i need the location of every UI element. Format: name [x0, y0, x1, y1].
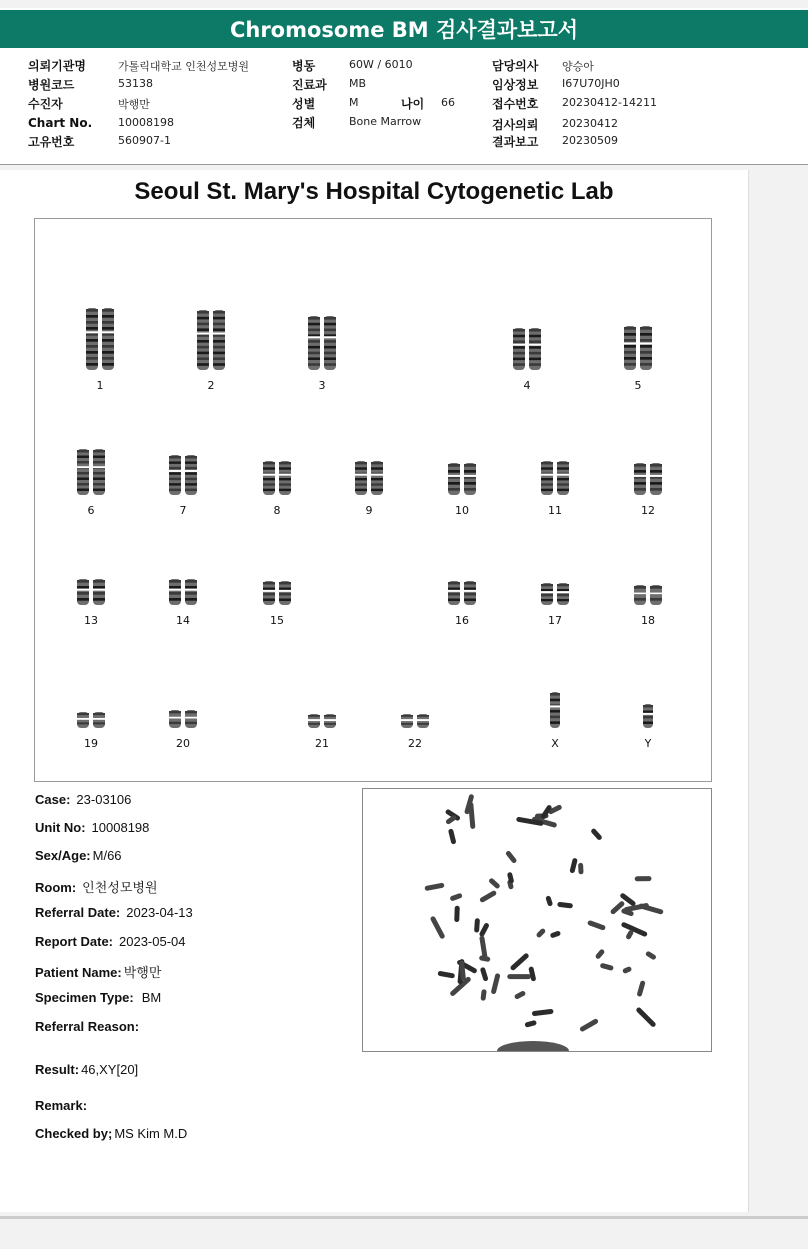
referral-date-label: Referral Date: [35, 905, 121, 920]
metaphase-chromosome [587, 920, 606, 931]
value-age: 66 [441, 96, 455, 109]
metaphase-chromosome [480, 989, 486, 1001]
chromosome-18 [631, 584, 665, 606]
report-title: Chromosome BM 검사결과보고서 [0, 8, 808, 50]
label-institution: 의뢰기관명 [28, 59, 86, 73]
checked-row [35, 1126, 187, 1141]
label-receipt-no: 접수번호 [492, 97, 539, 111]
chromosome-7 [166, 454, 200, 496]
chromosome-19 [74, 711, 108, 729]
specimen-row [35, 990, 161, 1005]
reason-label: Referral Reason: [35, 1019, 140, 1034]
chromosome-label: 14 [176, 614, 190, 627]
chromosome-pair-drawing [398, 713, 432, 729]
chromosome-label: 7 [179, 504, 187, 517]
report-date-label: Report Date: [35, 934, 114, 949]
sexage-row [35, 848, 122, 863]
label-department: 진료과 [292, 78, 327, 92]
metaphase-chromosome [448, 828, 457, 844]
remark-label: Remark: [35, 1098, 88, 1113]
metaphase-chromosome [454, 906, 460, 922]
chromosome-pair-drawing [538, 460, 572, 496]
result-label: Result: [35, 1062, 80, 1077]
metaphase-chromosome [636, 980, 645, 997]
chromosome-label: 9 [365, 504, 373, 517]
metaphase-chromosome [624, 903, 650, 913]
chromosome-8 [260, 460, 294, 496]
metaphase-chromosome [491, 973, 501, 995]
metaphase-chromosome [645, 950, 657, 960]
metaphase-chromosome [474, 918, 480, 933]
chromosome-label: 12 [641, 504, 655, 517]
unit-value: 10008198 [91, 820, 150, 835]
metaphase-chromosome [479, 922, 490, 937]
label-request-date: 검사의뢰 [492, 118, 539, 132]
chromosome-pair-drawing [621, 325, 655, 371]
chromosome-1 [83, 307, 117, 371]
value-clinical-info: I67U70JH0 [562, 77, 620, 90]
chromosome-22 [398, 713, 432, 729]
value-request-date: 20230412 [562, 117, 618, 130]
chromosome-label: 15 [270, 614, 284, 627]
metaphase-chromosome [528, 966, 536, 982]
metaphase-chromosome [488, 877, 501, 889]
value-department: MB [349, 77, 367, 90]
value-sex: M [349, 96, 359, 109]
chromosome-label: 6 [87, 504, 95, 517]
chromosome-pair-drawing [510, 327, 544, 371]
chromosome-pair-drawing [74, 448, 108, 496]
chromosome-14 [166, 578, 200, 606]
chromosome-pair-drawing [445, 462, 479, 496]
value-unique-no: 560907-1 [118, 134, 171, 147]
chromosome-label: 16 [455, 614, 469, 627]
metaphase-chromosome [578, 863, 584, 875]
chromosome-pair-drawing [83, 307, 117, 371]
chromosome-label: X [551, 737, 559, 750]
label-unique-no: 고유번호 [28, 135, 75, 149]
chromosome-pair-drawing [260, 580, 294, 606]
room-label: Room: [35, 880, 77, 895]
value-receipt-no: 20230412-14211 [562, 96, 657, 109]
chromosome-label: Y [644, 737, 652, 750]
chromosome-13 [74, 578, 108, 606]
metaphase-chromosome [600, 963, 614, 971]
patient-name-label: Patient Name: [35, 965, 122, 980]
label-clinical-info: 임상정보 [492, 78, 539, 92]
room-row [35, 877, 158, 896]
chromosome-2 [194, 309, 228, 371]
chromosome-6 [74, 448, 108, 496]
metaphase-spread-drawing [363, 789, 711, 1051]
chromosome-label: 2 [207, 379, 215, 392]
metaphase-chromosome [524, 1020, 537, 1028]
chromosome-label: 21 [315, 737, 329, 750]
chromosome-pair-drawing [305, 713, 339, 729]
chromosome-label: 20 [176, 737, 190, 750]
reason-row [35, 1019, 145, 1034]
unit-label: Unit No: [35, 820, 86, 835]
label-hospital-code: 병원코드 [28, 78, 75, 92]
checked-value: MS Kim M.D [114, 1126, 188, 1141]
chromosome-pair-drawing [166, 709, 200, 729]
value-hospital-code: 53138 [118, 77, 153, 90]
metaphase-chromosome [437, 971, 455, 979]
value-chart-no: 10008198 [118, 116, 174, 129]
chromosome-label: 8 [273, 504, 281, 517]
chromosome-pair-drawing [445, 580, 479, 606]
chromosome-pair-drawing [352, 460, 386, 496]
metaphase-chromosome [514, 990, 527, 1000]
metaphase-chromosome [480, 967, 489, 982]
result-row [35, 1062, 138, 1077]
metaphase-chromosome [635, 876, 652, 881]
chromosome-label: 18 [641, 614, 655, 627]
chromosome-pair-drawing [166, 454, 200, 496]
metaphase-chromosome [424, 882, 444, 891]
chromosome-label: 19 [84, 737, 98, 750]
referral-date-value: 2023-04-13 [126, 905, 193, 920]
unit-row [35, 820, 149, 835]
metaphase-chromosome [569, 858, 578, 874]
chromosome-21 [305, 713, 339, 729]
chromosome-pair-drawing [166, 578, 200, 606]
metaphase-chromosome [449, 893, 462, 902]
chromosome-label: 13 [84, 614, 98, 627]
chromosome-10 [445, 462, 479, 496]
chromosome-15 [260, 580, 294, 606]
chromosome-pair-drawing [74, 578, 108, 606]
label-doctor: 담당의사 [492, 59, 539, 73]
chromosome-label: 22 [408, 737, 422, 750]
chromosome-12 [631, 462, 665, 496]
chromosome-3 [305, 315, 339, 371]
nucleus-blob [497, 1041, 569, 1051]
metaphase-chromosome [507, 974, 531, 979]
chromosome-16 [445, 580, 479, 606]
label-sex: 성별 [292, 97, 316, 111]
value-doctor: 양승아 [562, 60, 594, 73]
report-sheet [0, 170, 749, 1212]
report-date-row [35, 934, 186, 949]
metaphase-chromosome [545, 895, 553, 906]
value-result-date: 20230509 [562, 134, 618, 147]
chromosome-label: 11 [548, 504, 562, 517]
metaphase-chromosome [430, 915, 446, 939]
case-value: 23-03106 [76, 792, 132, 807]
chromosome-pair-drawing [194, 309, 228, 371]
sexage-label: Sex/Age: [35, 848, 91, 863]
value-ward: 60W / 6010 [349, 58, 413, 71]
chromosome-pair-drawing [538, 582, 572, 606]
chromosome-label: 10 [455, 504, 469, 517]
metaphase-chromosome [479, 890, 497, 903]
chromosome-label: 1 [96, 379, 104, 392]
chromosome-label: 17 [548, 614, 562, 627]
chromosome-label: 4 [523, 379, 531, 392]
chromosome-pair-drawing [631, 462, 665, 496]
metaphase-chromosome [557, 902, 573, 909]
chromosome-pair-drawing [74, 711, 108, 729]
label-result-date: 결과보고 [492, 135, 539, 149]
metaphase-chromosome [622, 966, 632, 974]
metaphase-chromosome [579, 1018, 599, 1032]
metaphase-chromosome [536, 928, 547, 939]
chromosome-pair-drawing [548, 691, 562, 729]
chromosome-17 [538, 582, 572, 606]
karyogram [34, 218, 712, 782]
bottom-divider [0, 1216, 808, 1219]
chromosome-y [641, 703, 655, 729]
metaphase-chromosome [621, 921, 648, 937]
report-date-value: 2023-05-04 [119, 934, 186, 949]
chromosome-4 [510, 327, 544, 371]
chromosome-pair-drawing [631, 584, 665, 606]
value-patient: 박행만 [118, 98, 150, 111]
metaphase-chromosome [595, 948, 606, 959]
chromosome-pair-drawing [260, 460, 294, 496]
chromosome-11 [538, 460, 572, 496]
result-value: 46,XY[20] [81, 1062, 139, 1077]
label-age: 나이 [401, 97, 425, 111]
room-value: 인천성모병원 [82, 880, 158, 895]
sexage-value: M/66 [92, 848, 122, 863]
chromosome-9 [352, 460, 386, 496]
patient-name-row [35, 962, 161, 981]
chromosome-label: 5 [634, 379, 642, 392]
chromosome-5 [621, 325, 655, 371]
metaphase-chromosome [550, 930, 562, 938]
remark-row [35, 1098, 93, 1113]
patient-name-value: 박행만 [123, 965, 162, 980]
chromosome-pair-drawing [305, 315, 339, 371]
specimen-value: BM [141, 990, 162, 1005]
metaphase-spread-image [362, 788, 712, 1052]
chromosome-label: 3 [318, 379, 326, 392]
label-patient: 수진자 [28, 97, 63, 111]
label-specimen: 검체 [292, 116, 316, 130]
specimen-label: Specimen Type: [35, 990, 134, 1005]
referral-date-row [35, 905, 193, 920]
metaphase-chromosome [505, 850, 518, 864]
case-label: Case: [35, 792, 71, 807]
value-specimen: Bone Marrow [349, 115, 422, 128]
chromosome-pair-drawing [641, 703, 655, 729]
chromosome-x [548, 691, 562, 729]
label-chart-no: Chart No. [28, 116, 93, 130]
label-ward: 병동 [292, 59, 316, 73]
case-row [35, 792, 131, 807]
metaphase-chromosome [532, 1009, 554, 1017]
lab-title: Seoul St. Mary's Hospital Cytogenetic Lab [134, 178, 614, 205]
patient-info-panel [0, 48, 808, 165]
checked-label: Checked by; [35, 1126, 113, 1141]
metaphase-chromosome [635, 1007, 656, 1028]
value-institution: 가톨릭대학교 인천성모병원 [118, 60, 250, 73]
metaphase-chromosome [590, 828, 603, 841]
chromosome-20 [166, 709, 200, 729]
metaphase-chromosome [509, 952, 529, 971]
